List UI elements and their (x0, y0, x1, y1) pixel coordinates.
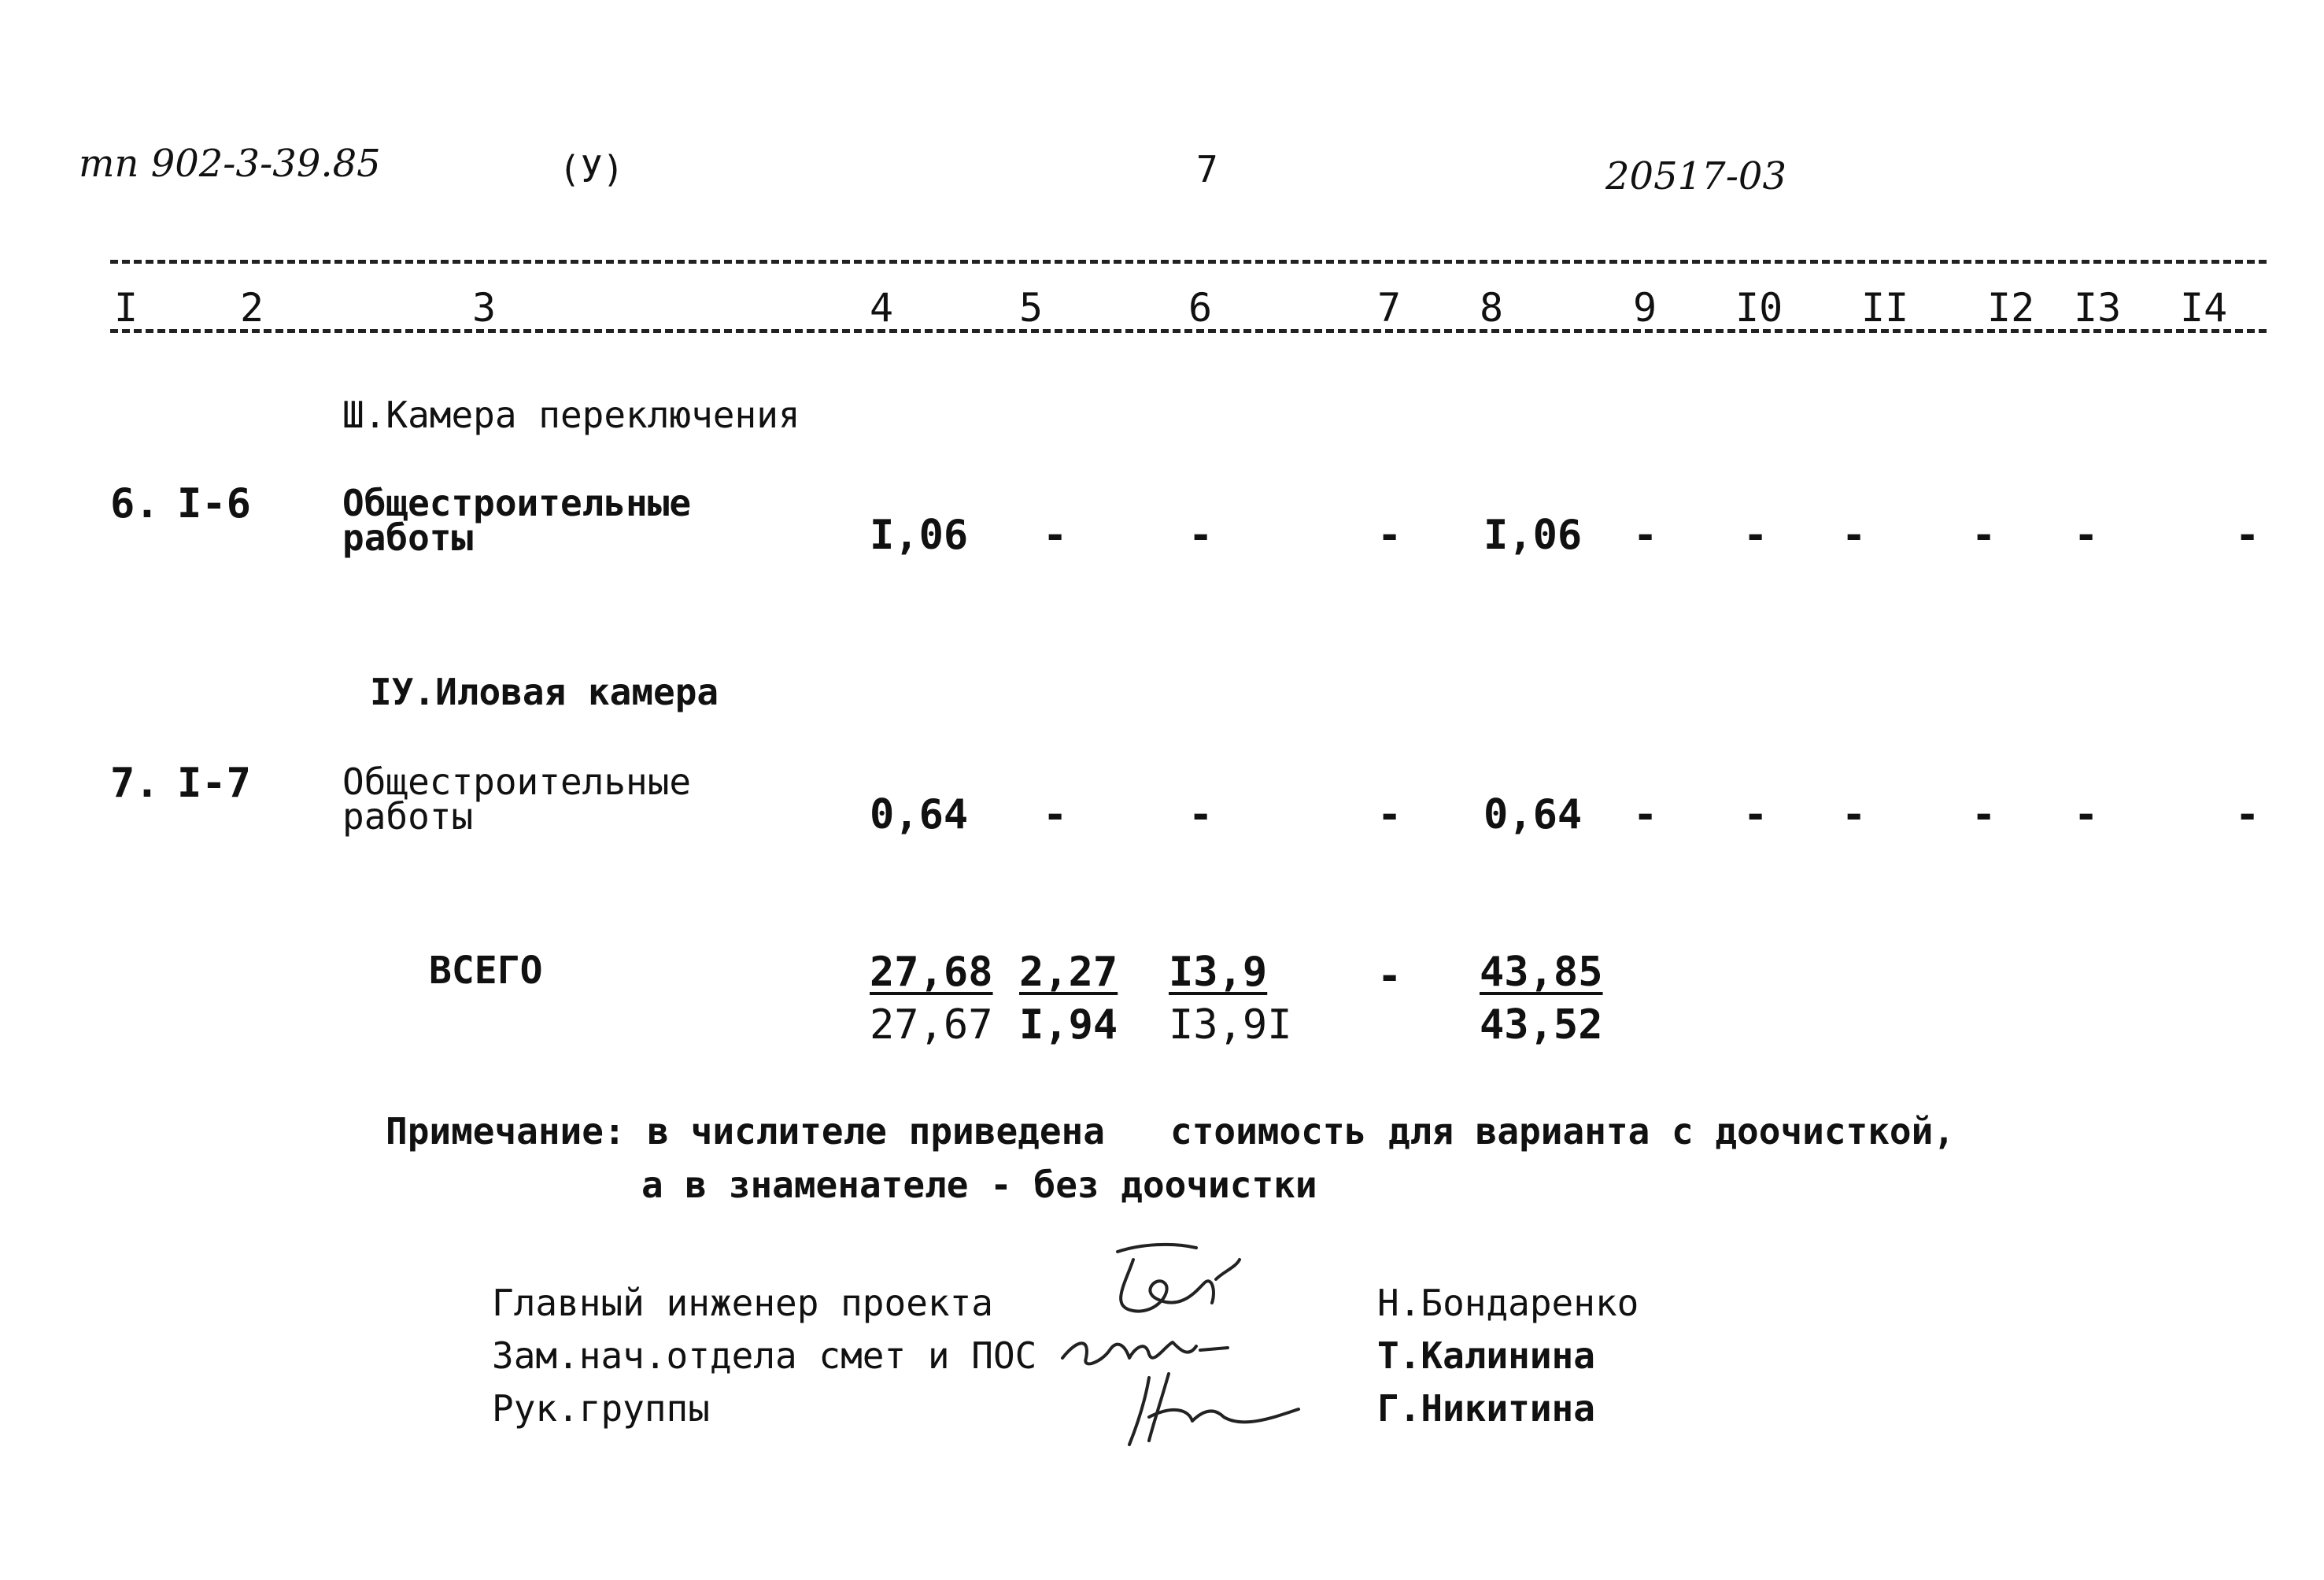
cell-c9: - (1633, 791, 1658, 838)
cell-c6: - (1188, 791, 1214, 838)
cell-c4: 0,64 (870, 791, 969, 838)
cell-c11: - (1842, 791, 1867, 838)
work-name: работы (342, 516, 474, 559)
total-c5-denominator: I,94 (1019, 1001, 1118, 1049)
bottom-rule (110, 329, 2267, 333)
handwritten-signature (1118, 1366, 1306, 1452)
column-number: I3 (2074, 285, 2122, 331)
cell-c11: - (1842, 512, 1867, 559)
total-c7: - (1377, 953, 1402, 1000)
total-c8-denominator: 43,52 (1480, 1001, 1603, 1049)
total-c6-numerator: I3,9 (1169, 949, 1268, 996)
signer-name: Н.Бондаренко (1377, 1282, 1639, 1324)
column-number: 2 (240, 285, 264, 331)
column-number: 6 (1188, 285, 1213, 331)
estimate-code: I-7 (177, 760, 251, 807)
row-number: 7. (110, 760, 160, 807)
cell-c6: - (1188, 512, 1214, 559)
column-number: 3 (472, 285, 497, 331)
cell-c13: - (2074, 512, 2099, 559)
column-number: 8 (1480, 285, 1504, 331)
note-line: а в знаменателе - без доочистки (641, 1164, 1317, 1206)
cell-c7: - (1377, 512, 1402, 559)
work-name: Общестроительные (342, 482, 692, 524)
cell-c10: - (1743, 791, 1768, 838)
column-number: I4 (2180, 285, 2228, 331)
cell-c8: 0,64 (1483, 791, 1583, 838)
column-number: I (114, 285, 139, 331)
total-c5-numerator: 2,27 (1019, 949, 1118, 996)
cell-c4: I,06 (870, 512, 969, 559)
estimate-code: I-6 (177, 480, 251, 527)
row-number: 6. (110, 480, 160, 527)
total-label: ВСЕГО (429, 949, 543, 993)
signer-role: Рук.группы (492, 1387, 710, 1430)
cell-c8: I,06 (1483, 512, 1583, 559)
cell-c10: - (1743, 512, 1768, 559)
work-name: работы (342, 795, 474, 838)
section-title: IУ.Иловая камера (370, 671, 719, 713)
column-number: I2 (1987, 285, 2035, 331)
total-c8-numerator: 43,85 (1480, 949, 1603, 996)
archive-number: 20517-03 (1605, 154, 1786, 198)
column-number: 7 (1377, 285, 1402, 331)
column-number: 4 (870, 285, 894, 331)
section-title: Ш.Камера переключения (342, 394, 800, 436)
signer-role: Главный инженер проекта (492, 1282, 993, 1324)
column-number: 9 (1633, 285, 1657, 331)
cell-c12: - (1971, 791, 1997, 838)
page-number: 7 (1196, 148, 1218, 191)
cell-c9: - (1633, 512, 1658, 559)
cell-c12: - (1971, 512, 1997, 559)
note-line: Примечание: в числителе приведена стоимость для варианта с доочисткой, (386, 1110, 1955, 1153)
document-code: тп 902-3-39.85 (79, 142, 381, 186)
column-number: 5 (1019, 285, 1044, 331)
cell-c7: - (1377, 791, 1402, 838)
variant-mark: (У) (559, 148, 625, 191)
column-number: I0 (1735, 285, 1783, 331)
cell-c14: - (2235, 791, 2260, 838)
cell-c14: - (2235, 512, 2260, 559)
total-c6-denominator: I3,9I (1169, 1001, 1292, 1049)
cell-c13: - (2074, 791, 2099, 838)
total-c4-numerator: 27,68 (870, 949, 993, 996)
signer-name: Г.Никитина (1377, 1387, 1595, 1430)
total-c4-denominator: 27,67 (870, 1001, 993, 1049)
top-rule (110, 260, 2267, 264)
column-number: II (1861, 285, 1909, 331)
work-name: Общестроительные (342, 760, 692, 803)
cell-c5: - (1043, 791, 1068, 838)
signer-name: Т.Калинина (1377, 1334, 1595, 1377)
signer-role: Зам.нач.отдела смет и ПОС (492, 1334, 1037, 1377)
cell-c5: - (1043, 512, 1068, 559)
